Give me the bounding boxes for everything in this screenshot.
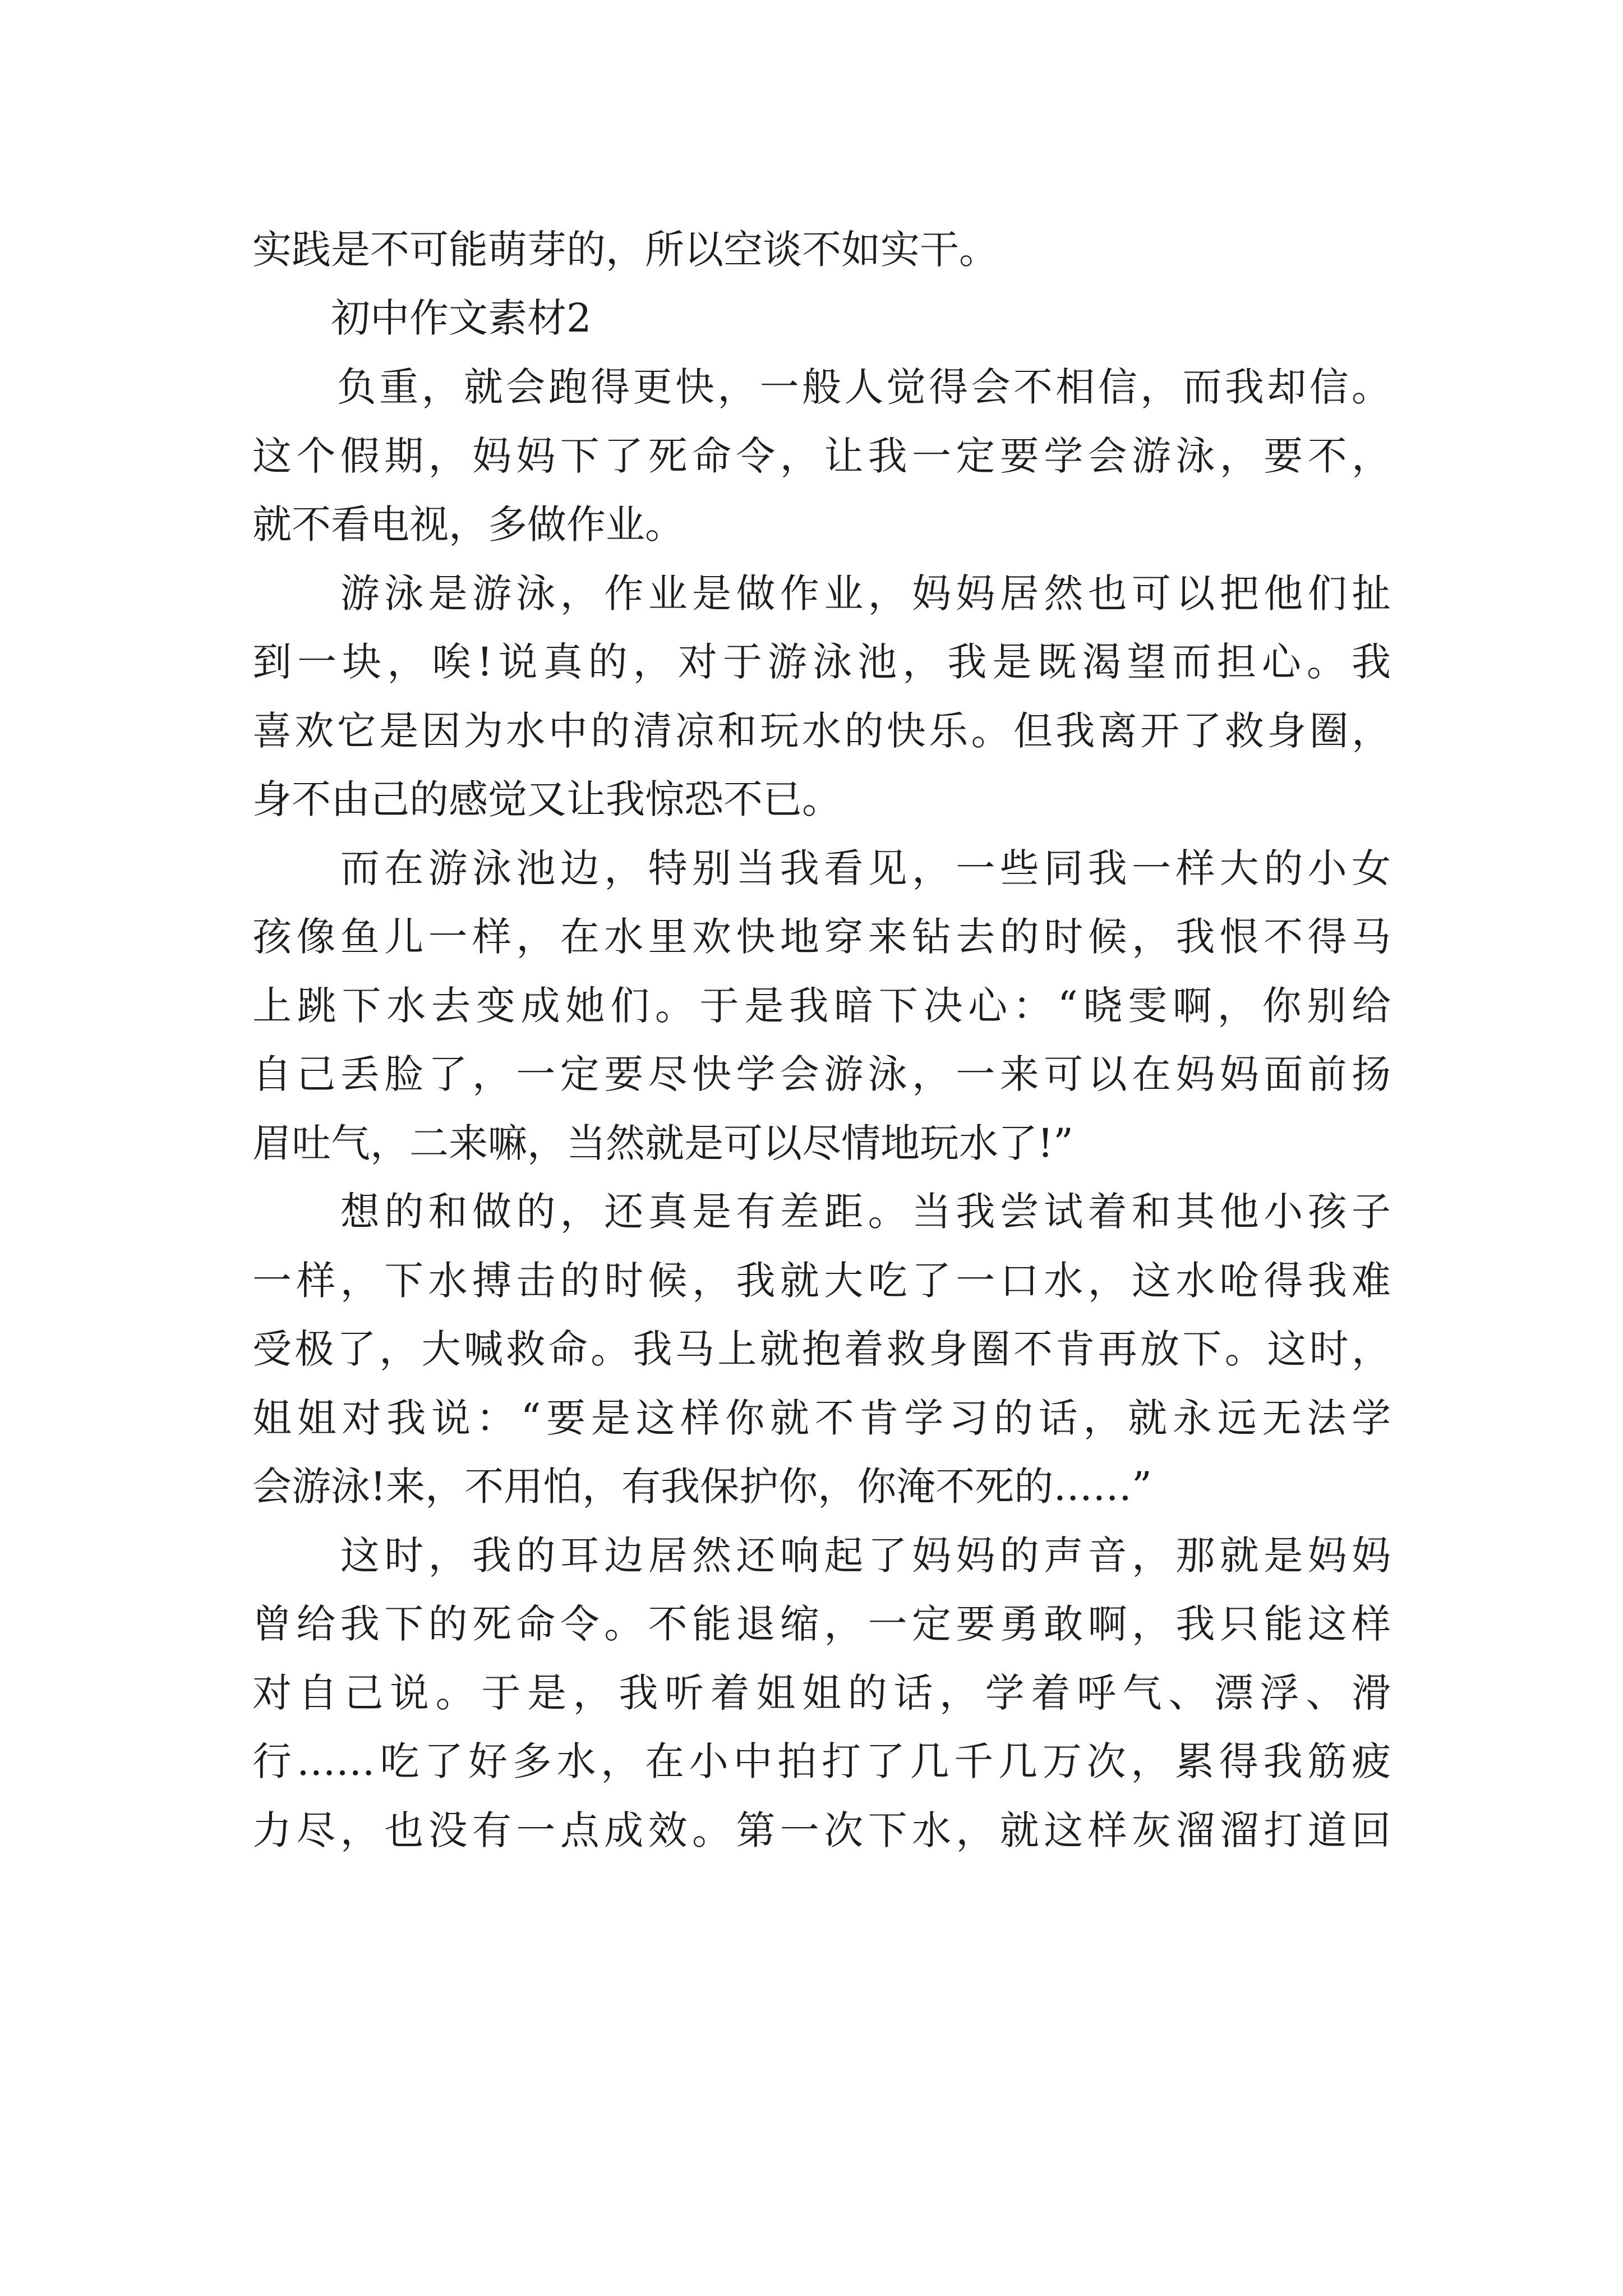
- text-line: 眉吐气，二来嘛，当然就是可以尽情地玩水了!”: [252, 1120, 1073, 1166]
- text-line: 曾给我下的死命令。不能退缩，一定要勇敢啊，我只能这样: [252, 1601, 1391, 1647]
- text-line: 行……吃了好多水，在小中拍打了几千几万次，累得我筋疲: [252, 1738, 1391, 1784]
- text-line: 姐姐对我说：“要是这样你就不肯学习的话，就永远无法学: [252, 1395, 1391, 1441]
- text-line: 就不看电视，多做作业。: [252, 501, 684, 547]
- text-line: 力尽，也没有一点成效。第一次下水，就这样灰溜溜打道回: [252, 1807, 1391, 1853]
- text-line: 受极了，大喊救命。我马上就抱着救身圈不肯再放下。这时，: [252, 1326, 1391, 1372]
- text-line: 孩像鱼儿一样，在水里欢快地穿来钻去的时候，我恨不得马: [252, 914, 1391, 960]
- text-line: 到一块，唉!说真的，对于游泳池，我是既渴望而担心。我: [252, 639, 1391, 685]
- text-line: 一样，下水搏击的时候，我就大吃了一口水，这水呛得我难: [252, 1258, 1391, 1304]
- text-line: 游泳是游泳，作业是做作业，妈妈居然也可以把他们扯: [252, 570, 1391, 616]
- text-line: 这时，我的耳边居然还响起了妈妈的声音，那就是妈妈: [252, 1533, 1391, 1579]
- section-heading: 初中作文素材2: [252, 295, 592, 341]
- text-line: 身不由己的感觉又让我惊恐不已。: [252, 776, 841, 822]
- text-line: 这个假期，妈妈下了死命令，让我一定要学会游泳，要不，: [252, 433, 1391, 479]
- text-line: 实践是不可能萌芽的，所以空谈不如实干。: [252, 227, 998, 273]
- text-line: 而在游泳池边，特别当我看见，一些同我一样大的小女: [252, 845, 1391, 891]
- text-line: 想的和做的，还真是有差距。当我尝试着和其他小孩子: [252, 1189, 1391, 1235]
- text-line: 自己丢脸了，一定要尽快学会游泳，一来可以在妈妈面前扬: [252, 1051, 1391, 1097]
- text-line: 喜欢它是因为水中的清凉和玩水的快乐。但我离开了救身圈，: [252, 708, 1391, 754]
- text-line: 上跳下水去变成她们。于是我暗下决心：“晓雯啊，你别给: [252, 983, 1391, 1029]
- text-line: 对自己说。于是，我听着姐姐的话，学着呼气、漂浮、滑: [252, 1670, 1391, 1716]
- text-line: 负重，就会跑得更快，一般人觉得会不相信，而我却信。: [252, 364, 1391, 410]
- text-line: 会游泳!来，不用怕，有我保护你，你淹不死的……”: [252, 1464, 1152, 1510]
